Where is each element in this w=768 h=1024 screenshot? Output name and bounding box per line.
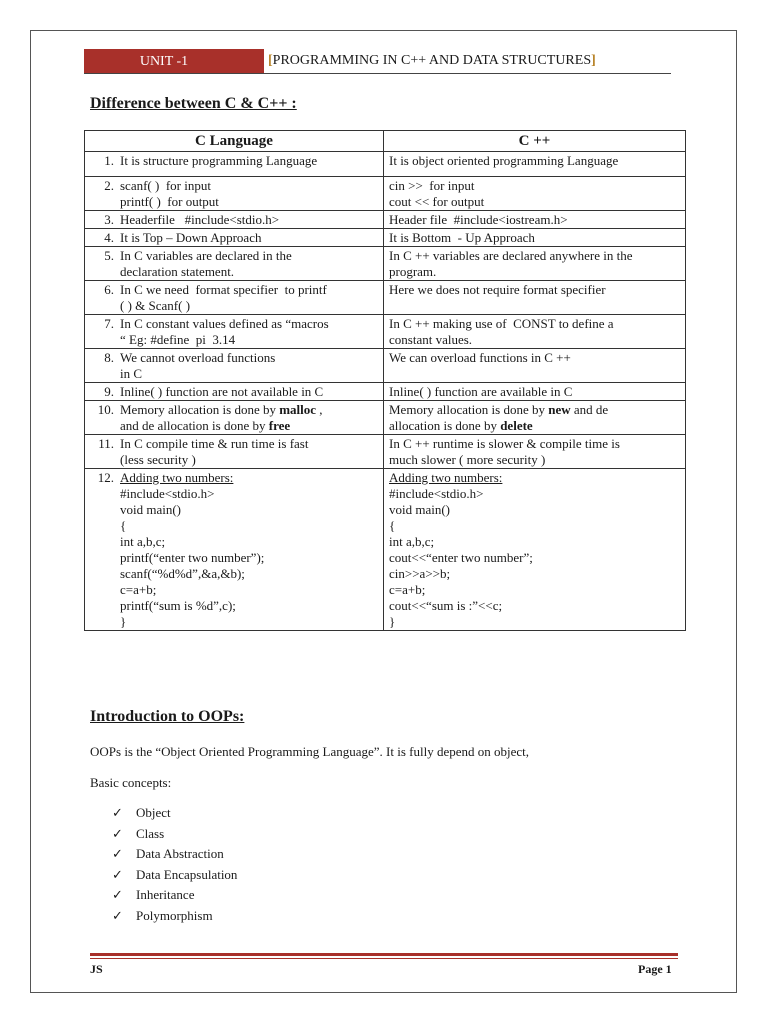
list-item: [112, 906, 237, 927]
text-segment: , and de allocation is done by: [120, 402, 323, 433]
cell-c: [85, 177, 384, 211]
col-header-c: C Language: [85, 131, 384, 152]
footer-rule-thick: [90, 953, 678, 956]
cell-cpp: [384, 281, 686, 315]
cell-cpp-text: [389, 402, 608, 433]
concept-list: [112, 803, 237, 926]
header-title-text: PROGRAMMING IN C++ AND DATA STRUCTURES: [272, 53, 592, 68]
concept-label: Class: [136, 825, 165, 841]
cell-c-text: In C compile time & run time is fast (less security ): [120, 436, 309, 467]
row-number: 1.: [104, 153, 114, 168]
footer-rule-thin: [90, 958, 678, 959]
header-rule: [84, 73, 671, 74]
header-title: [268, 49, 596, 74]
cell-cpp: [384, 247, 686, 281]
list-item: [112, 844, 237, 865]
row-number: 6.: [104, 282, 114, 297]
comparison-table: [84, 130, 686, 631]
keyword-new: new: [548, 402, 571, 417]
concept-label: Data Abstraction: [136, 846, 224, 861]
cell-cpp-text: It is Bottom - Up Approach: [389, 230, 535, 245]
cell-cpp: [384, 349, 686, 383]
cell-cpp-text: Here we does not require format specifier: [389, 282, 606, 297]
list-item: [112, 865, 237, 886]
cell-c-text: scanf( ) for input printf( ) for output: [120, 178, 219, 209]
table-row: [85, 401, 686, 435]
table-row: [85, 349, 686, 383]
cell-cpp-text: In C ++ runtime is slower & compile time is much slower ( more security ): [389, 436, 620, 467]
table-row: [85, 383, 686, 401]
cell-cpp: [384, 211, 686, 229]
cell-c: [85, 349, 384, 383]
cell-c: [85, 152, 384, 177]
cell-cpp: [384, 177, 686, 211]
checkmark-icon: ✓: [112, 866, 123, 882]
oops-intro-paragraph: OOPs is the “Object Oriented Programming Language”. It is fully depend on object,: [90, 744, 530, 759]
cell-cpp-text: In C ++ variables are declared anywhere in the program.: [389, 248, 633, 279]
code-block-cpp: #include<stdio.h> void main() { int a,b,c; cout<<“enter two number”; cin>>a>>b; c=a+b; cout<<“sum is :”<<c; }: [389, 486, 533, 629]
code-title: Adding two numbers:: [120, 470, 234, 485]
table-row: [85, 281, 686, 315]
table-row: [85, 177, 686, 211]
cell-c-text: In C constant values defined as “macros “ Eg: #define pi 3.14: [120, 316, 329, 347]
cell-cpp-text: It is object oriented programming Language: [389, 153, 619, 168]
code-block-c: #include<stdio.h> void main() { int a,b,c; printf(“enter two number”); scanf(“%d%d”,&a,&b); c=a+b; printf(“sum is %d”,c); }: [120, 486, 265, 629]
text-segment: Memory allocation is done by: [120, 402, 280, 417]
row-number: 11.: [98, 436, 114, 451]
cell-c: [85, 229, 384, 247]
cell-c: [85, 469, 384, 631]
row-number: 4.: [104, 230, 114, 245]
concept-label: Data Encapsulation: [136, 866, 238, 882]
concept-label: Polymorphism: [136, 907, 213, 923]
cell-cpp: [384, 401, 686, 435]
page-number: Page 1: [638, 962, 672, 976]
checkmark-icon: ✓: [112, 846, 123, 861]
cell-c: [85, 211, 384, 229]
section-heading-difference: Difference between C & C++ :: [90, 95, 297, 112]
text-segment: Memory allocation is done by: [389, 402, 549, 417]
table-row: [85, 229, 686, 247]
checkmark-icon: ✓: [112, 825, 123, 841]
keyword-malloc: malloc: [279, 402, 317, 417]
list-item: [112, 824, 237, 845]
cell-c-text: We cannot overload functions in C: [120, 350, 276, 381]
keyword-free: free: [268, 418, 291, 433]
table-row: [85, 435, 686, 469]
table-header-row: [85, 131, 686, 152]
table-row: [85, 211, 686, 229]
cell-cpp: [384, 152, 686, 177]
cell-cpp-text: In C ++ making use of CONST to define a constant values.: [389, 316, 614, 347]
cell-cpp: [384, 435, 686, 469]
unit-label: UNIT -1: [84, 49, 264, 74]
cell-c-text: Inline( ) function are not available in C: [120, 384, 324, 399]
table-row: [85, 247, 686, 281]
col-header-cpp: C ++: [384, 131, 686, 152]
cell-cpp-text: Header file #include<iostream.h>: [389, 212, 568, 227]
cell-c: [85, 315, 384, 349]
table-row: [85, 152, 686, 177]
cell-cpp-text: Inline( ) function are available in C: [389, 384, 573, 399]
checkmark-icon: ✓: [112, 805, 123, 820]
row-number: 10.: [97, 402, 114, 417]
checkmark-icon: ✓: [112, 907, 123, 923]
cell-c: [85, 435, 384, 469]
cell-c: [85, 247, 384, 281]
list-item: [112, 885, 237, 906]
row-number: 5.: [104, 248, 114, 263]
keyword-delete: delete: [500, 418, 533, 433]
cell-cpp: [384, 229, 686, 247]
bracket-open: [: [268, 53, 273, 68]
cell-c: [85, 401, 384, 435]
footer-author: JS: [90, 962, 103, 976]
row-number: 7.: [104, 316, 114, 331]
row-number: 9.: [104, 384, 114, 399]
list-item: [112, 803, 237, 824]
code-title: Adding two numbers:: [389, 470, 503, 485]
section-heading-oops: Introduction to OOPs:: [90, 708, 245, 725]
table-row: [85, 315, 686, 349]
cell-cpp: [384, 383, 686, 401]
cell-c-text: [120, 402, 378, 434]
cell-c-text: In C variables are declared in the declaration statement.: [120, 248, 292, 279]
cell-c-text: It is structure programming Language: [120, 153, 318, 168]
row-number: 3.: [104, 212, 114, 227]
concept-label: Inheritance: [136, 887, 195, 902]
cell-cpp: [384, 469, 686, 631]
bracket-close: ]: [591, 53, 596, 68]
row-number: 12.: [97, 470, 114, 485]
table-row: [85, 469, 686, 631]
checkmark-icon: ✓: [112, 887, 123, 902]
basic-concepts-label: Basic concepts:: [90, 775, 172, 790]
cell-cpp-code: [389, 470, 533, 629]
cell-cpp-text: cin >> for input cout << for output: [389, 178, 485, 209]
cell-c: [85, 281, 384, 315]
cell-c-text: It is Top – Down Approach: [120, 230, 262, 245]
concept-label: Object: [136, 805, 171, 820]
cell-cpp: [384, 315, 686, 349]
cell-c-text: In C we need format specifier to printf ( ) & Scanf( ): [120, 282, 327, 313]
cell-cpp-text: We can overload functions in C ++: [389, 350, 571, 365]
row-number: 2.: [104, 178, 114, 193]
cell-c-code: [120, 470, 378, 630]
cell-c-text: Headerfile #include<stdio.h>: [120, 212, 280, 227]
text-segment: and de allocation is done by: [389, 402, 609, 433]
row-number: 8.: [104, 350, 114, 365]
cell-c: [85, 383, 384, 401]
